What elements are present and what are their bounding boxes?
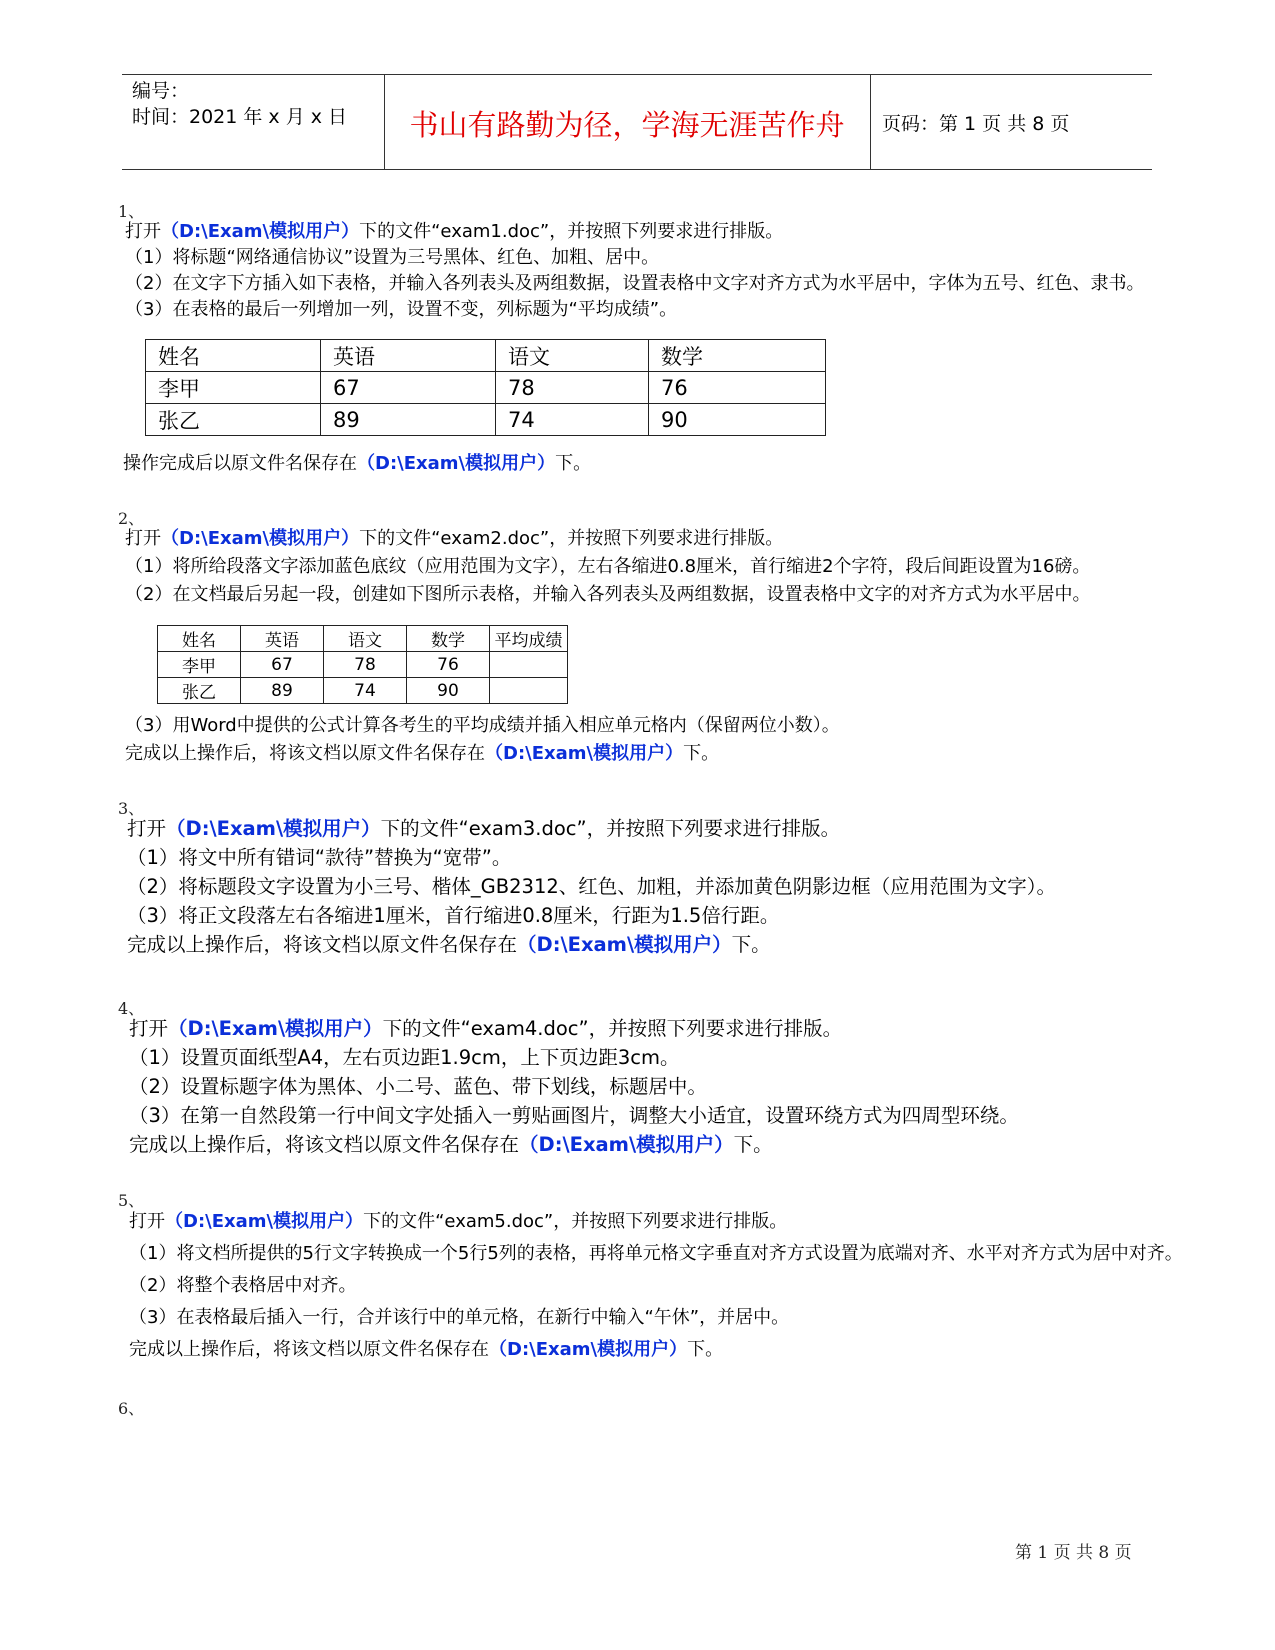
table-cell: 76 (407, 652, 490, 678)
table-cell: 英语 (241, 626, 324, 652)
table-row (146, 404, 826, 436)
path-text: （D:\Exam\模拟用户） (165, 1211, 364, 1232)
question-number: 2、 (118, 509, 145, 528)
text: 下。 (687, 1339, 724, 1360)
number-label: 编号： (132, 80, 190, 102)
text: 下。 (555, 453, 592, 474)
instruction-line (123, 452, 591, 476)
path-text: （D:\Exam\模拟用户） (519, 1133, 734, 1156)
question-number: 5、 (118, 1191, 145, 1210)
page-footer: 第 1 页 共 8 页 (1015, 1543, 1132, 1563)
table-cell: 78 (496, 372, 649, 404)
path-text: （D:\Exam\模拟用户） (161, 528, 360, 549)
text: 下的文件“exam4.doc”，并按照下列要求进行排版。 (382, 1017, 843, 1040)
table-cell: 语文 (496, 340, 649, 372)
table-cell: 90 (407, 678, 490, 704)
instruction-line (129, 1133, 773, 1157)
question-number: 6、 (118, 1399, 145, 1418)
instruction-line: （1）将文档所提供的5行文字转换成一个5行5列的表格，再将单元格文字垂直对齐方式设置为底端对齐、水平对齐方式为居中对齐。 (129, 1243, 1183, 1264)
page-header (122, 74, 1152, 170)
instruction-line: （1）将所给段落文字添加蓝色底纹（应用范围为文字），左右各缩进0.8厘米，首行缩进2个字符，段后间距设置为16磅。 (125, 556, 1091, 577)
text: 下。 (733, 1133, 773, 1156)
instruction-line: （1）设置页面纸型A4，左右页边距1.9cm，上下页边距3cm。 (129, 1046, 680, 1069)
instruction-line (125, 527, 783, 551)
text: 下的文件“exam5.doc”，并按照下列要求进行排版。 (363, 1211, 788, 1232)
question-number: 4、 (118, 999, 145, 1018)
instruction-line: （2）在文字下方插入如下表格，并输入各列表头及两组数据，设置表格中文字对齐方式为水平居中，字体为五号、红色、隶书。 (125, 273, 1145, 294)
instruction-line: （2）设置标题字体为黑体、小二号、蓝色、带下划线，标题居中。 (129, 1075, 707, 1098)
instruction-line (125, 742, 719, 766)
table-cell: 数学 (649, 340, 826, 372)
table-cell: 平均成绩 (490, 626, 568, 652)
instruction-line: （3）用Word中提供的公式计算各考生的平均成绩并插入相应单元格内（保留两位小数）。 (125, 715, 840, 736)
table-cell: 英语 (321, 340, 496, 372)
text: 下。 (731, 933, 771, 956)
text: 打开 (129, 1211, 165, 1232)
table-cell: 张乙 (146, 404, 321, 436)
table-cell (490, 678, 568, 704)
table-cell: 89 (321, 404, 496, 436)
header-motto-cell (384, 75, 871, 169)
table-header-row (146, 340, 826, 372)
table-header-row (158, 626, 568, 652)
header-page-cell (870, 75, 1152, 169)
instruction-line: （1）将文中所有错词“款待”替换为“宽带”。 (127, 846, 512, 869)
text: 完成以上操作后，将该文档以原文件名保存在 (125, 743, 485, 764)
instruction-line (125, 220, 783, 244)
table-cell (490, 652, 568, 678)
instruction-line: （3）在表格最后插入一行，合并该行中的单元格，在新行中输入“午休”，并居中。 (129, 1307, 790, 1328)
table-row (146, 372, 826, 404)
text: 操作完成后以原文件名保存在 (123, 453, 357, 474)
instruction-line: （3）在表格的最后一列增加一列，设置不变，列标题为“平均成绩”。 (125, 299, 678, 320)
instruction-line (129, 1017, 842, 1041)
text: 完成以上操作后，将该文档以原文件名保存在 (129, 1339, 489, 1360)
header-meta-cell (122, 75, 385, 169)
table-cell: 67 (321, 372, 496, 404)
path-text: （D:\Exam\模拟用户） (485, 743, 684, 764)
instruction-line (129, 1210, 787, 1234)
path-text: （D:\Exam\模拟用户） (517, 933, 732, 956)
text: 下的文件“exam1.doc”，并按照下列要求进行排版。 (359, 221, 784, 242)
instruction-line (127, 933, 771, 957)
question-number: 3、 (118, 799, 145, 818)
text: 打开 (129, 1017, 169, 1040)
table-cell: 张乙 (158, 678, 241, 704)
table-cell: 李甲 (158, 652, 241, 678)
path-text: （D:\Exam\模拟用户） (161, 221, 360, 242)
text: 打开 (125, 528, 161, 549)
table-cell: 78 (324, 652, 407, 678)
text: 完成以上操作后，将该文档以原文件名保存在 (127, 933, 518, 956)
table-cell: 74 (496, 404, 649, 436)
table-row (158, 652, 568, 678)
table-cell: 李甲 (146, 372, 321, 404)
table-cell: 90 (649, 404, 826, 436)
table-cell: 74 (324, 678, 407, 704)
text: 下的文件“exam2.doc”，并按照下列要求进行排版。 (359, 528, 784, 549)
table-cell: 姓名 (146, 340, 321, 372)
table-cell: 67 (241, 652, 324, 678)
path-text: （D:\Exam\模拟用户） (489, 1339, 688, 1360)
question-number: 1、 (118, 202, 145, 221)
table-cell: 89 (241, 678, 324, 704)
path-text: （D:\Exam\模拟用户） (166, 817, 381, 840)
path-text: （D:\Exam\模拟用户） (357, 453, 556, 474)
instruction-line: （2）将整个表格居中对齐。 (129, 1275, 357, 1296)
score-table-2 (157, 625, 568, 704)
instruction-line: （3）在第一自然段第一行中间文字处插入一剪贴画图片，调整大小适宜，设置环绕方式为四周型环绕。 (129, 1104, 1019, 1127)
table-cell: 数学 (407, 626, 490, 652)
text: 下。 (683, 743, 720, 764)
instruction-line: （2）在文档最后另起一段，创建如下图所示表格，并输入各列表头及两组数据，设置表格中文字的对齐方式为水平居中。 (125, 584, 1091, 605)
text: 打开 (125, 221, 161, 242)
page-info: 页码：第 1 页 共 8 页 (882, 113, 1070, 135)
table-cell: 语文 (324, 626, 407, 652)
text: 下的文件“exam3.doc”，并按照下列要求进行排版。 (380, 817, 841, 840)
time-label: 时间：2021 年 x 月 x 日 (132, 106, 348, 128)
motto-text: 书山有路勤为径，学海无涯苦作舟 (409, 108, 845, 142)
text: 完成以上操作后，将该文档以原文件名保存在 (129, 1133, 520, 1156)
table-cell: 姓名 (158, 626, 241, 652)
path-text: （D:\Exam\模拟用户） (168, 1017, 383, 1040)
instruction-line (127, 817, 840, 841)
text: 打开 (127, 817, 167, 840)
instruction-line: （3）将正文段落左右各缩进1厘米，首行缩进0.8厘米，行距为1.5倍行距。 (127, 904, 780, 927)
instruction-line: （2）将标题段文字设置为小三号、楷体_GB2312、红色、加粗，并添加黄色阴影边框（应用范围为文字）。 (127, 875, 1057, 898)
instruction-line: （1）将标题“网络通信协议”设置为三号黑体、红色、加粗、居中。 (125, 247, 660, 268)
table-row (158, 678, 568, 704)
table-cell: 76 (649, 372, 826, 404)
instruction-line (129, 1338, 723, 1362)
score-table-1 (145, 339, 826, 436)
